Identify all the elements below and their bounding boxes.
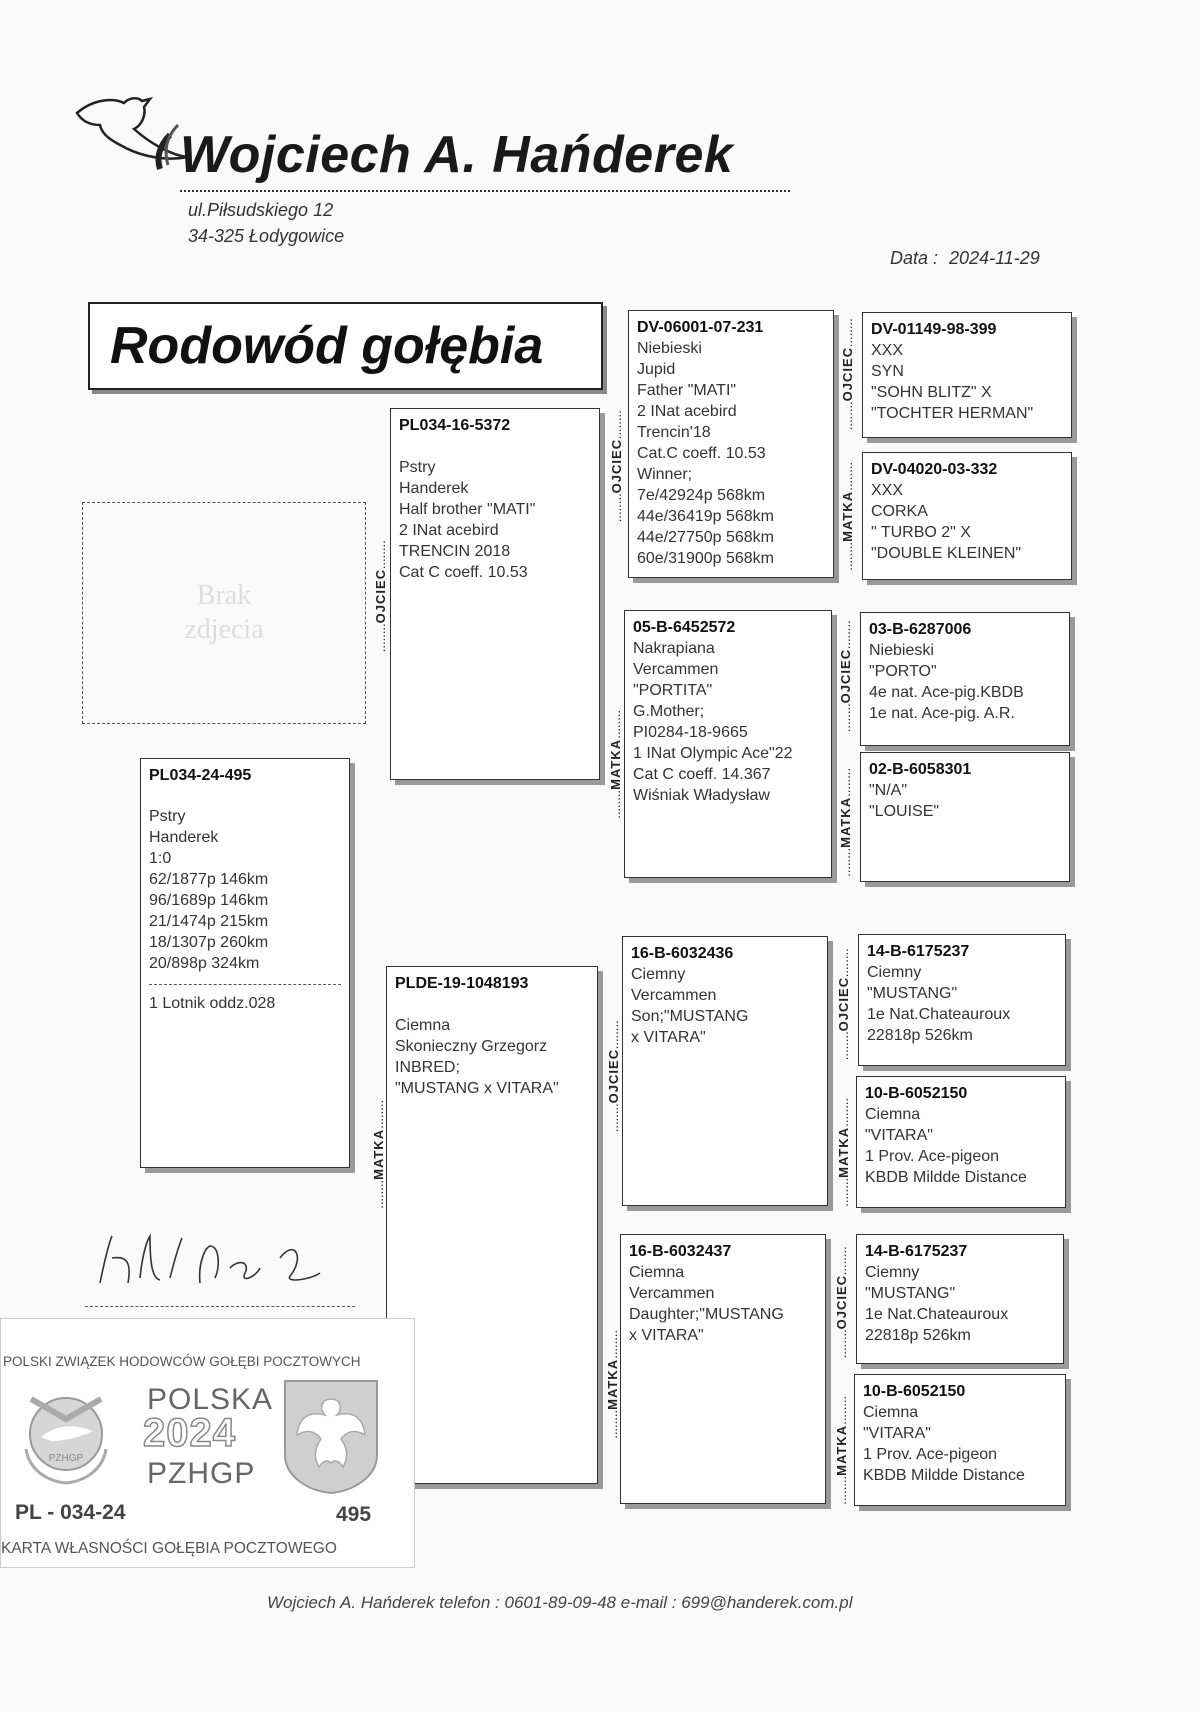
ggp-line: CORKA — [871, 503, 928, 520]
father-ring: PL034-16-5372 — [399, 417, 511, 434]
ggp-line: "N/A" — [869, 782, 908, 799]
ggp-ring: 02-B-6058301 — [869, 761, 972, 778]
stamp-abbr: PZHGP — [147, 1457, 256, 1490]
pzhgp-ownership-card — [0, 1318, 415, 1568]
label-gp-mother-side-father: ........ OJCIEC ........ — [606, 1020, 621, 1132]
ggp-line: KBDB Mildde Distance — [865, 1169, 1027, 1186]
label-ggp-3: ........ OJCIEC ........ — [838, 620, 853, 732]
grandmother-maternal-card — [620, 1234, 826, 1504]
grandmother-maternal-ring: 16-B-6032437 — [629, 1243, 732, 1260]
stamp-card-label: KARTA WŁASNOŚCI GOŁĘBIA POCZTOWEGO — [1, 1540, 337, 1557]
subject-line: 20/898p 324km — [149, 955, 260, 972]
gp-line: 44e/27750p 568km — [637, 529, 774, 546]
grandfather-maternal-ring: 16-B-6032436 — [631, 945, 734, 962]
subject-separator — [149, 984, 341, 985]
gp-line: x VITARA" — [629, 1327, 704, 1344]
ggp-line: SYN — [871, 363, 904, 380]
ggp-line: 4e nat. Ace-pig.KBDB — [869, 684, 1024, 701]
subject-ring: PL034-24-495 — [149, 767, 252, 784]
father-line: Half brother "MATI" — [399, 501, 536, 518]
label-ggp-5: ........ OJCIEC ........ — [836, 948, 851, 1060]
gp-line: Vercammen — [631, 987, 717, 1004]
label-ggp-6: ........ MATKA ........ — [836, 1098, 851, 1207]
stamp-org-name: POLSKI ZWIĄZEK HODOWCÓW GOŁĘBI POCZTOWYCH — [3, 1354, 361, 1369]
gp-line: Trencin'18 — [637, 424, 711, 441]
ggp-line: XXX — [871, 342, 904, 359]
ggp-line: XXX — [871, 482, 904, 499]
label-gp-mother-side-mother: ........ MATKA ........ — [605, 1330, 620, 1439]
label-ggp-1: ........ OJCIEC ........ — [840, 318, 855, 430]
subject-line: 18/1307p 260km — [149, 934, 269, 951]
gp-line: Father "MATI" — [637, 382, 737, 399]
gp-line: x VITARA" — [631, 1029, 706, 1046]
ggp-line: "LOUISE" — [869, 803, 940, 820]
ggp-line: "PORTO" — [869, 663, 937, 680]
gp-line: Son;"MUSTANG — [631, 1008, 749, 1025]
ggp-line: "TOCHTER HERMAN" — [871, 405, 1034, 422]
mother-line — [395, 994, 589, 1015]
date — [890, 248, 1040, 269]
breeder-name: Wojciech A. Hańderek — [180, 126, 734, 184]
subject-line: 21/1474p 215km — [149, 913, 269, 930]
mother-line: INBRED; — [395, 1059, 460, 1076]
mother-line: Skonieczny Grzegorz — [395, 1038, 548, 1055]
gp-line: Winner; — [637, 466, 693, 483]
date-label: Data : — [890, 248, 939, 268]
gp-line: Jupid — [637, 361, 676, 378]
subject-line: 62/1877p 146km — [149, 871, 269, 888]
ggp-card — [854, 1374, 1066, 1506]
subject-line: Handerek — [149, 829, 219, 846]
father-line: Handerek — [399, 480, 469, 497]
label-mother: ........ MATKA ........ — [371, 1100, 386, 1209]
label-father: ........ OJCIEC ........ — [373, 540, 388, 652]
gp-line: Cat C coeff. 14.367 — [633, 766, 771, 783]
grandfather-maternal-card — [622, 936, 828, 1206]
ggp-line: Niebieski — [869, 642, 934, 659]
ggp-card — [856, 1076, 1066, 1208]
gp-line: Daughter;"MUSTANG — [629, 1306, 784, 1323]
gp-line: PI0284-18-9665 — [633, 724, 748, 741]
ggp-line: 1e Nat.Chateauroux — [867, 1006, 1011, 1023]
header-underline — [180, 190, 790, 192]
pzhgp-emblem-icon — [11, 1379, 131, 1489]
father-line: 2 INat acebird — [399, 522, 499, 539]
ggp-line: KBDB Mildde Distance — [863, 1467, 1025, 1484]
ggp-card — [860, 752, 1070, 882]
ggp-line: 1 Prov. Ace-pigeon — [863, 1446, 998, 1463]
stamp-ring-number: 495 — [336, 1503, 372, 1526]
label-ggp-8: ........ MATKA ........ — [834, 1396, 849, 1505]
label-ggp-7: ........ OJCIEC ........ — [834, 1246, 849, 1358]
gp-line: G.Mother; — [633, 703, 705, 720]
gp-line: 2 INat acebird — [637, 403, 737, 420]
grandfather-paternal-card — [628, 310, 834, 578]
subject-line: Pstry — [149, 808, 186, 825]
stamp-ring-prefix: PL - 034-24 — [15, 1501, 126, 1524]
gp-line: 1 INat Olympic Ace"22 — [633, 745, 793, 762]
gp-line: 60e/31900p 568km — [637, 550, 774, 567]
gp-line: Vercammen — [629, 1285, 715, 1302]
stamp-country: POLSKA — [147, 1383, 274, 1416]
subject-note: 1 Lotnik oddz.028 — [149, 995, 276, 1012]
father-line — [399, 436, 591, 457]
ggp-ring: DV-04020-03-332 — [871, 461, 998, 478]
ggp-line: "MUSTANG" — [865, 1285, 956, 1302]
dove-logo — [72, 95, 192, 185]
ggp-line: Ciemny — [865, 1264, 920, 1281]
gp-line: Cat.C coeff. 10.53 — [637, 445, 766, 462]
father-line: TRENCIN 2018 — [399, 543, 511, 560]
label-ggp-2: ........ MATKA ........ — [840, 462, 855, 571]
ggp-card — [860, 612, 1070, 746]
ggp-line: Ciemna — [863, 1404, 919, 1421]
ggp-card — [862, 452, 1072, 580]
grandmother-paternal-card — [624, 610, 832, 878]
subject-card — [140, 758, 350, 1168]
stamp-year: 2024 — [143, 1411, 236, 1455]
father-line: Cat C coeff. 10.53 — [399, 564, 528, 581]
subject-line: 1:0 — [149, 850, 172, 867]
gp-line: "PORTITA" — [633, 682, 713, 699]
subject-line: 96/1689p 146km — [149, 892, 269, 909]
ggp-line: 1e Nat.Chateauroux — [865, 1306, 1009, 1323]
ggp-line: "MUSTANG" — [867, 985, 958, 1002]
mother-ring: PLDE-19-1048193 — [395, 975, 529, 992]
gp-line: 44e/36419p 568km — [637, 508, 774, 525]
title-box — [88, 302, 603, 390]
photo-placeholder-line2: zdjecia — [184, 614, 264, 645]
ggp-ring: 10-B-6052150 — [863, 1383, 966, 1400]
ggp-ring: DV-01149-98-399 — [871, 321, 997, 338]
photo-placeholder — [82, 502, 366, 724]
ggp-ring: 03-B-6287006 — [869, 621, 972, 638]
ggp-ring: 14-B-6175237 — [867, 943, 970, 960]
footer-contact: Wojciech A. Hańderek telefon : 0601-89-09-48 e-mail : 699@handerek.com.pl — [267, 1593, 853, 1612]
ggp-card — [862, 312, 1072, 438]
mother-line: "MUSTANG x VITARA" — [395, 1080, 559, 1097]
ggp-line: 1e nat. Ace-pig. A.R. — [869, 705, 1015, 722]
father-card — [390, 408, 600, 780]
ggp-line: 22818p 526km — [865, 1327, 971, 1344]
mother-card — [386, 966, 598, 1484]
polish-eagle-icon — [281, 1377, 381, 1495]
label-ggp-4: ........ MATKA ........ — [838, 768, 853, 877]
gp-line: Niebieski — [637, 340, 702, 357]
gp-line: Ciemny — [631, 966, 686, 983]
ggp-card — [858, 934, 1066, 1066]
photo-placeholder-line1: Brak — [196, 580, 252, 611]
father-line: Pstry — [399, 459, 436, 476]
gp-line: 7e/42924p 568km — [637, 487, 766, 504]
mother-line: Ciemna — [395, 1017, 451, 1034]
gp-line: Vercammen — [633, 661, 719, 678]
ggp-line: 1 Prov. Ace-pigeon — [865, 1148, 1000, 1165]
label-gp-father-side-mother: ........ MATKA ........ — [608, 710, 623, 819]
grandmother-paternal-ring: 05-B-6452572 — [633, 619, 736, 636]
ggp-line: 22818p 526km — [867, 1027, 973, 1044]
address-line-2: 34-325 Łodygowice — [188, 226, 345, 246]
signature-line — [85, 1306, 355, 1307]
grandfather-paternal-ring: DV-06001-07-231 — [637, 319, 764, 336]
page-title: Rodowód gołębia — [110, 317, 544, 375]
ggp-line: " TURBO 2" X — [871, 524, 971, 541]
ggp-line: "VITARA" — [863, 1425, 931, 1442]
ggp-ring: 10-B-6052150 — [865, 1085, 968, 1102]
ggp-line: Ciemny — [867, 964, 922, 981]
address-line-1: ul.Piłsudskiego 12 — [188, 200, 334, 220]
gp-line: Nakrapiana — [633, 640, 715, 657]
ggp-card — [856, 1234, 1064, 1364]
ggp-line: Ciemna — [865, 1106, 921, 1123]
ggp-line: "VITARA" — [865, 1127, 933, 1144]
ggp-line: "DOUBLE KLEINEN" — [871, 545, 1022, 562]
gp-line: Wiśniak Władysław — [633, 787, 770, 804]
date-value: 2024-11-29 — [949, 248, 1040, 268]
gp-line: Ciemna — [629, 1264, 685, 1281]
pzhgp-emblem-label: PZHGP — [48, 1453, 84, 1464]
ggp-line: "SOHN BLITZ" X — [871, 384, 992, 401]
handwritten-signature — [80, 1228, 360, 1298]
ggp-ring: 14-B-6175237 — [865, 1243, 968, 1260]
label-gp-father-side-father: ........ OJCIEC ........ — [609, 410, 624, 522]
